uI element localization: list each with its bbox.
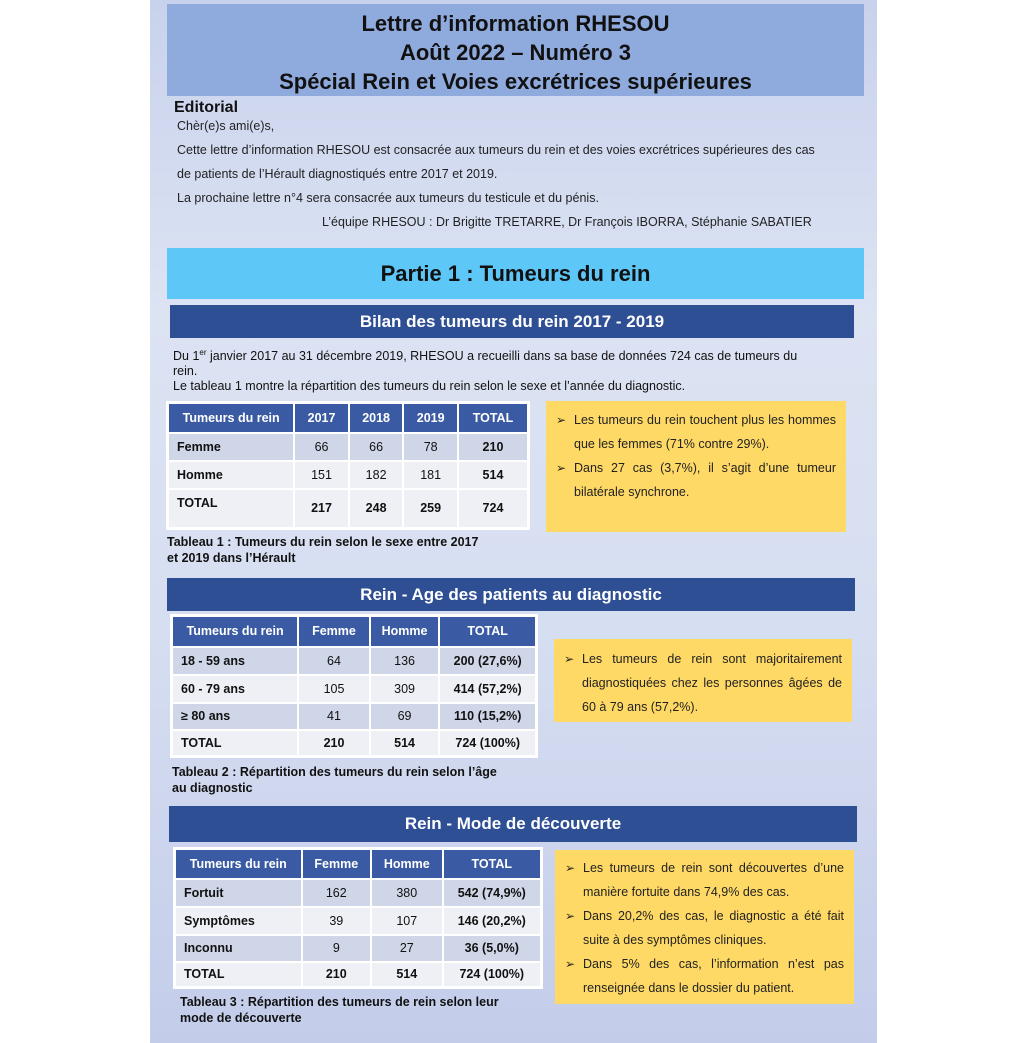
table-2-header: Tumeurs du rein xyxy=(172,616,299,647)
table-3-header: Femme xyxy=(302,849,372,879)
table-cell: 259 xyxy=(403,489,458,529)
table-cell: TOTAL xyxy=(175,962,302,988)
intro-text-a: Du 1 xyxy=(173,349,200,364)
table-cell: 66 xyxy=(349,433,404,461)
table-cell: 18 - 59 ans xyxy=(172,647,299,675)
table-cell: 182 xyxy=(349,461,404,489)
editorial-paragraph-2: La prochaine lettre n°4 sera consacrée aux tumeurs du testicule et du pénis. xyxy=(177,191,599,205)
table-cell: 724 (100%) xyxy=(439,730,536,757)
caption-line: Tableau 3 : Répartition des tumeurs de rein selon leur xyxy=(180,995,499,1009)
table-cell: 64 xyxy=(298,647,370,675)
table-cell: 200 (27,6%) xyxy=(439,647,536,675)
table-row xyxy=(172,647,537,675)
table-cell: 36 (5,0%) xyxy=(443,935,542,962)
note-text: Dans 5% des cas, l’information n’est pas renseignée dans le dossier du patient. xyxy=(583,957,844,995)
table-row xyxy=(168,489,529,529)
table-row xyxy=(175,935,542,962)
table-cell: 78 xyxy=(403,433,458,461)
section-band-age: Rein - Age des patients au diagnostic xyxy=(167,578,855,611)
table-cell: 69 xyxy=(370,703,440,730)
table-2-header: Femme xyxy=(298,616,370,647)
arrow-bullet-icon: ➢ xyxy=(556,461,567,475)
intro-text-d: Le tableau 1 montre la répartition des tumeurs du rein selon le sexe et l’année du diagnostic. xyxy=(173,379,686,394)
table-cell: 724 xyxy=(458,489,529,529)
table-cell: 181 xyxy=(403,461,458,489)
table-cell: Symptômes xyxy=(175,907,302,935)
table-2-caption xyxy=(172,764,497,796)
table-cell: 110 (15,2%) xyxy=(439,703,536,730)
table-cell: 724 (100%) xyxy=(443,962,542,988)
arrow-bullet-icon: ➢ xyxy=(556,413,567,427)
section-band-decouverte: Rein - Mode de découverte xyxy=(169,806,857,842)
table-row xyxy=(168,461,529,489)
table-cell: Femme xyxy=(168,433,295,461)
table-cell: 309 xyxy=(370,675,440,703)
note-text: Dans 20,2% des cas, le diagnostic a été fait suite à des symptômes cliniques. xyxy=(583,909,844,947)
table-3 xyxy=(173,847,543,989)
table-row xyxy=(172,675,537,703)
caption-line: mode de découverte xyxy=(180,1011,302,1025)
table-3-header: TOTAL xyxy=(443,849,542,879)
note-text: Dans 27 cas (3,7%), il s’agit d’une tumeur bilatérale synchrone. xyxy=(574,461,836,499)
table-1 xyxy=(166,401,530,530)
note-box-2 xyxy=(554,639,852,722)
table-cell: 414 (57,2%) xyxy=(439,675,536,703)
table-cell: 151 xyxy=(294,461,349,489)
table-1-caption xyxy=(167,534,478,566)
note-item xyxy=(554,647,842,719)
note-item xyxy=(546,456,836,504)
table-2 xyxy=(170,614,538,758)
table-cell: 39 xyxy=(302,907,372,935)
arrow-bullet-icon: ➢ xyxy=(564,652,575,666)
note-item xyxy=(555,856,844,904)
note-box-3 xyxy=(555,850,854,1004)
editorial-paragraph-1a: Cette lettre d’information RHESOU est consacrée aux tumeurs du rein et des voies excrétrices supérieures des cas xyxy=(177,143,815,157)
table-cell: 66 xyxy=(294,433,349,461)
table-cell: 514 xyxy=(370,730,440,757)
arrow-bullet-icon: ➢ xyxy=(565,957,576,971)
table-row xyxy=(175,907,542,935)
table-row xyxy=(172,730,537,757)
table-cell: 514 xyxy=(371,962,443,988)
caption-line: Tableau 2 : Répartition des tumeurs du rein selon l’âge xyxy=(172,765,497,779)
intro-text-c: rein. xyxy=(173,364,198,379)
editorial-paragraph-1b: de patients de l’Hérault diagnostiqués entre 2017 et 2019. xyxy=(177,167,498,181)
table-cell: TOTAL xyxy=(168,489,295,529)
table-cell: 60 - 79 ans xyxy=(172,675,299,703)
note-text: Les tumeurs de rein sont majoritairement diagnostiquées chez les personnes âgées de 60 à 79 ans (57,2%). xyxy=(582,652,842,714)
table-2-header: TOTAL xyxy=(439,616,536,647)
table-cell: 542 (74,9%) xyxy=(443,879,542,907)
newsletter-header xyxy=(167,4,864,96)
table-1-header: 2017 xyxy=(294,403,349,433)
caption-line: et 2019 dans l’Hérault xyxy=(167,551,296,565)
editorial-signature: L’équipe RHESOU : Dr Brigitte TRETARRE, Dr François IBORRA, Stéphanie SABATIER xyxy=(322,215,812,229)
table-cell: Fortuit xyxy=(175,879,302,907)
editorial-title: Editorial xyxy=(174,99,239,116)
table-cell: 146 (20,2%) xyxy=(443,907,542,935)
note-text: Les tumeurs de rein sont découvertes d’une manière fortuite dans 74,9% des cas. xyxy=(583,861,844,899)
table-1-header: 2019 xyxy=(403,403,458,433)
table-1-header: 2018 xyxy=(349,403,404,433)
caption-line: au diagnostic xyxy=(172,781,253,795)
table-cell: 217 xyxy=(294,489,349,529)
table-cell: Homme xyxy=(168,461,295,489)
table-cell: 105 xyxy=(298,675,370,703)
table-cell: 162 xyxy=(302,879,372,907)
table-3-header: Homme xyxy=(371,849,443,879)
section1-intro xyxy=(173,345,797,394)
table-2-header: Homme xyxy=(370,616,440,647)
section-band-bilan: Bilan des tumeurs du rein 2017 - 2019 xyxy=(170,305,854,338)
table-row xyxy=(172,703,537,730)
table-1-header: TOTAL xyxy=(458,403,529,433)
table-cell: Inconnu xyxy=(175,935,302,962)
intro-text-b: janvier 2017 au 31 décembre 2019, RHESOU a recueilli dans sa base de données 724 cas de tumeurs du xyxy=(206,349,798,364)
header-issue: Août 2022 – Numéro 3 xyxy=(399,40,632,65)
table-cell: 210 xyxy=(302,962,372,988)
table-cell: 210 xyxy=(298,730,370,757)
table-cell: 380 xyxy=(371,879,443,907)
part-title: Partie 1 : Tumeurs du rein xyxy=(167,248,864,299)
arrow-bullet-icon: ➢ xyxy=(565,861,576,875)
table-cell: 107 xyxy=(371,907,443,935)
table-cell: 9 xyxy=(302,935,372,962)
table-row xyxy=(175,879,542,907)
header-subtitle: Spécial Rein et Voies excrétrices supérieures xyxy=(279,69,752,94)
table-row xyxy=(175,962,542,988)
arrow-bullet-icon: ➢ xyxy=(565,909,576,923)
table-cell: TOTAL xyxy=(172,730,299,757)
table-cell: 514 xyxy=(458,461,529,489)
table-cell: 248 xyxy=(349,489,404,529)
table-cell: ≥ 80 ans xyxy=(172,703,299,730)
table-cell: 210 xyxy=(458,433,529,461)
table-cell: 27 xyxy=(371,935,443,962)
table-1-header: Tumeurs du rein xyxy=(168,403,295,433)
note-text: Les tumeurs du rein touchent plus les hommes que les femmes (71% contre 29%). xyxy=(574,413,836,451)
table-3-caption xyxy=(180,994,499,1026)
note-item xyxy=(555,904,844,952)
note-item xyxy=(546,408,836,456)
newsletter-page xyxy=(150,0,877,1043)
caption-line: Tableau 1 : Tumeurs du rein selon le sexe entre 2017 xyxy=(167,535,479,549)
note-box-1 xyxy=(546,401,846,532)
editorial-greeting: Chèr(e)s ami(e)s, xyxy=(177,119,275,133)
table-row xyxy=(168,433,529,461)
note-item xyxy=(555,952,844,1000)
table-cell: 41 xyxy=(298,703,370,730)
table-cell: 136 xyxy=(370,647,440,675)
header-title: Lettre d’information RHESOU xyxy=(361,11,670,36)
intro-sup: er xyxy=(199,348,207,357)
table-3-header: Tumeurs du rein xyxy=(175,849,302,879)
